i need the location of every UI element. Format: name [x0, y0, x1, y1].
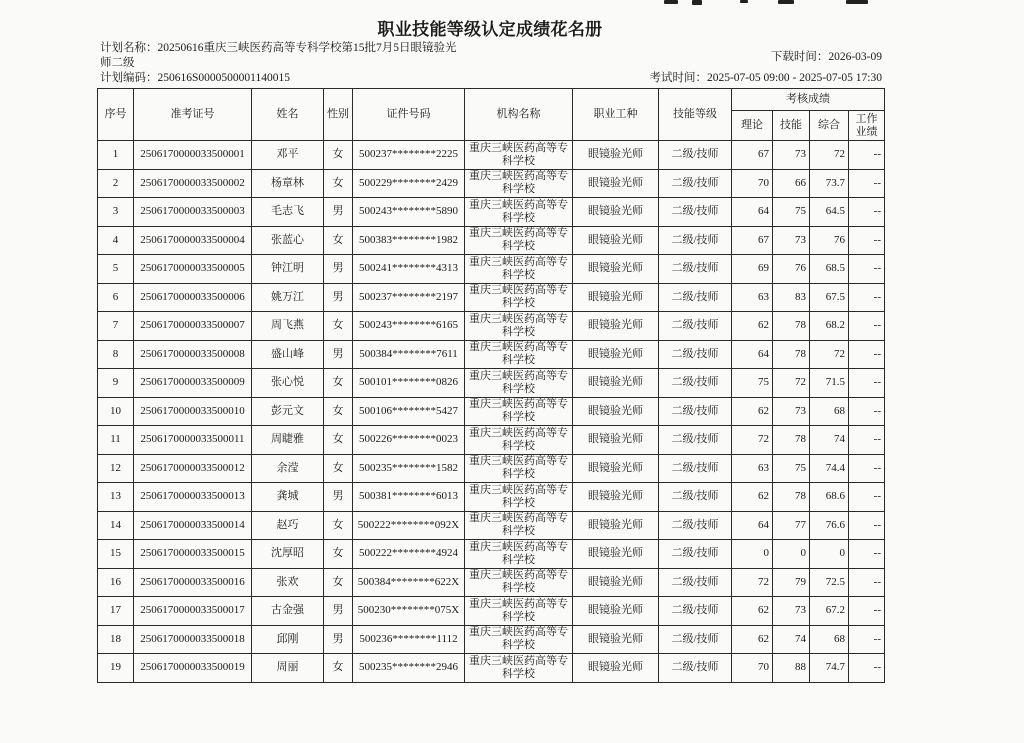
cell-id-no: 500381********6013	[353, 483, 465, 512]
cell-theory: 72	[732, 426, 773, 455]
cell-job: 眼镜验光师	[573, 426, 659, 455]
plan-code: 计划编码：250616S0000500001140015	[100, 72, 290, 84]
cell-composite: 72	[810, 340, 849, 369]
cell-level: 二级/技师	[659, 511, 732, 540]
cell-skill: 78	[773, 340, 810, 369]
cell-skill: 73	[773, 397, 810, 426]
cell-skill: 78	[773, 312, 810, 341]
cell-theory: 63	[732, 454, 773, 483]
cell-skill: 0	[773, 540, 810, 569]
header-level: 技能等级	[659, 89, 732, 141]
cell-org: 重庆三峡医药高等专科学校	[465, 141, 573, 170]
table-row	[98, 625, 885, 654]
cell-level: 二级/技师	[659, 340, 732, 369]
cell-composite: 74.4	[810, 454, 849, 483]
cell-work: --	[849, 654, 885, 683]
cell-composite: 68	[810, 625, 849, 654]
cell-composite: 72	[810, 141, 849, 170]
cell-level: 二级/技师	[659, 369, 732, 398]
cell-work: --	[849, 226, 885, 255]
cell-theory: 72	[732, 568, 773, 597]
table-row	[98, 597, 885, 626]
cell-seq: 9	[98, 369, 134, 398]
cell-work: --	[849, 625, 885, 654]
cell-composite: 74	[810, 426, 849, 455]
cell-org: 重庆三峡医药高等专科学校	[465, 426, 573, 455]
plan-name: 计划名称：20250616重庆三峡医药高等专科学校第15批7月5日眼镜验光	[100, 42, 457, 54]
scan-mark	[692, 0, 702, 5]
cell-gender: 女	[324, 426, 353, 455]
cell-id-no: 500236********1112	[353, 625, 465, 654]
table-row	[98, 141, 885, 170]
cell-id-no: 500384********7611	[353, 340, 465, 369]
cell-name: 邓平	[252, 141, 324, 170]
cell-seq: 5	[98, 255, 134, 284]
cell-skill: 75	[773, 198, 810, 227]
cell-composite: 67.2	[810, 597, 849, 626]
header-skill: 技能	[773, 111, 810, 141]
cell-job: 眼镜验光师	[573, 169, 659, 198]
cell-gender: 女	[324, 141, 353, 170]
cell-seq: 8	[98, 340, 134, 369]
cell-work: --	[849, 312, 885, 341]
cell-job: 眼镜验光师	[573, 511, 659, 540]
cell-skill: 73	[773, 597, 810, 626]
cell-org: 重庆三峡医药高等专科学校	[465, 654, 573, 683]
cell-name: 张蓝心	[252, 226, 324, 255]
cell-skill: 72	[773, 369, 810, 398]
cell-org: 重庆三峡医药高等专科学校	[465, 255, 573, 284]
cell-exam-no: 2506170000033500004	[134, 226, 252, 255]
cell-work: --	[849, 568, 885, 597]
cell-exam-no: 2506170000033500014	[134, 511, 252, 540]
cell-seq: 12	[98, 454, 134, 483]
header-scores: 考核成绩	[732, 89, 885, 111]
cell-gender: 男	[324, 255, 353, 284]
cell-gender: 男	[324, 625, 353, 654]
cell-skill: 76	[773, 255, 810, 284]
cell-seq: 15	[98, 540, 134, 569]
cell-work: --	[849, 454, 885, 483]
scan-mark	[740, 0, 748, 3]
cell-work: --	[849, 255, 885, 284]
cell-org: 重庆三峡医药高等专科学校	[465, 340, 573, 369]
cell-org: 重庆三峡医药高等专科学校	[465, 454, 573, 483]
cell-id-no: 500384********622X	[353, 568, 465, 597]
header-seq: 序号	[98, 89, 134, 141]
cell-theory: 62	[732, 625, 773, 654]
cell-job: 眼镜验光师	[573, 625, 659, 654]
cell-theory: 67	[732, 141, 773, 170]
cell-name: 毛志飞	[252, 198, 324, 227]
table-row	[98, 397, 885, 426]
cell-theory: 63	[732, 283, 773, 312]
table-row	[98, 226, 885, 255]
cell-theory: 75	[732, 369, 773, 398]
cell-name: 沈厚昭	[252, 540, 324, 569]
cell-level: 二级/技师	[659, 426, 732, 455]
cell-level: 二级/技师	[659, 454, 732, 483]
cell-org: 重庆三峡医药高等专科学校	[465, 226, 573, 255]
cell-org: 重庆三峡医药高等专科学校	[465, 511, 573, 540]
table-row	[98, 483, 885, 512]
cell-gender: 男	[324, 597, 353, 626]
cell-level: 二级/技师	[659, 255, 732, 284]
cell-job: 眼镜验光师	[573, 141, 659, 170]
cell-id-no: 500106********5427	[353, 397, 465, 426]
cell-level: 二级/技师	[659, 568, 732, 597]
cell-composite: 71.5	[810, 369, 849, 398]
table-row	[98, 426, 885, 455]
cell-name: 赵巧	[252, 511, 324, 540]
cell-org: 重庆三峡医药高等专科学校	[465, 483, 573, 512]
cell-name: 张心悦	[252, 369, 324, 398]
cell-work: --	[849, 426, 885, 455]
cell-seq: 1	[98, 141, 134, 170]
cell-org: 重庆三峡医药高等专科学校	[465, 198, 573, 227]
cell-skill: 73	[773, 226, 810, 255]
cell-level: 二级/技师	[659, 597, 732, 626]
header-theory: 理论	[732, 111, 773, 141]
cell-work: --	[849, 369, 885, 398]
cell-theory: 62	[732, 483, 773, 512]
cell-skill: 88	[773, 654, 810, 683]
cell-job: 眼镜验光师	[573, 654, 659, 683]
cell-gender: 女	[324, 226, 353, 255]
cell-work: --	[849, 540, 885, 569]
cell-composite: 68.6	[810, 483, 849, 512]
cell-job: 眼镜验光师	[573, 226, 659, 255]
cell-job: 眼镜验光师	[573, 483, 659, 512]
cell-gender: 男	[324, 340, 353, 369]
cell-seq: 13	[98, 483, 134, 512]
score-roster-table	[97, 88, 885, 683]
cell-id-no: 500226********0023	[353, 426, 465, 455]
cell-theory: 64	[732, 511, 773, 540]
plan-name-continued: 师二级	[100, 57, 135, 69]
cell-level: 二级/技师	[659, 169, 732, 198]
cell-name: 彭元文	[252, 397, 324, 426]
cell-id-no: 500235********1582	[353, 454, 465, 483]
cell-seq: 10	[98, 397, 134, 426]
cell-work: --	[849, 511, 885, 540]
cell-composite: 68	[810, 397, 849, 426]
cell-job: 眼镜验光师	[573, 198, 659, 227]
cell-seq: 11	[98, 426, 134, 455]
cell-gender: 女	[324, 511, 353, 540]
cell-theory: 62	[732, 597, 773, 626]
cell-seq: 18	[98, 625, 134, 654]
table-row	[98, 568, 885, 597]
cell-exam-no: 2506170000033500019	[134, 654, 252, 683]
cell-work: --	[849, 283, 885, 312]
cell-seq: 14	[98, 511, 134, 540]
cell-org: 重庆三峡医药高等专科学校	[465, 283, 573, 312]
table-row	[98, 511, 885, 540]
cell-theory: 64	[732, 198, 773, 227]
cell-theory: 62	[732, 312, 773, 341]
cell-skill: 83	[773, 283, 810, 312]
cell-level: 二级/技师	[659, 397, 732, 426]
cell-exam-no: 2506170000033500015	[134, 540, 252, 569]
cell-job: 眼镜验光师	[573, 568, 659, 597]
table-row	[98, 340, 885, 369]
cell-name: 龚城	[252, 483, 324, 512]
header-exam-no: 准考证号	[134, 89, 252, 141]
cell-job: 眼镜验光师	[573, 397, 659, 426]
cell-job: 眼镜验光师	[573, 597, 659, 626]
cell-org: 重庆三峡医药高等专科学校	[465, 312, 573, 341]
cell-skill: 75	[773, 454, 810, 483]
header-gender: 性别	[324, 89, 353, 141]
cell-composite: 73.7	[810, 169, 849, 198]
table-row	[98, 283, 885, 312]
cell-level: 二级/技师	[659, 283, 732, 312]
cell-gender: 女	[324, 312, 353, 341]
cell-job: 眼镜验光师	[573, 283, 659, 312]
cell-work: --	[849, 483, 885, 512]
header-composite: 综合	[810, 111, 849, 141]
cell-job: 眼镜验光师	[573, 454, 659, 483]
header-row	[98, 89, 885, 111]
cell-composite: 76.6	[810, 511, 849, 540]
cell-job: 眼镜验光师	[573, 255, 659, 284]
cell-gender: 男	[324, 483, 353, 512]
cell-work: --	[849, 169, 885, 198]
cell-work: --	[849, 340, 885, 369]
cell-id-no: 500222********092X	[353, 511, 465, 540]
header-name: 姓名	[252, 89, 324, 141]
cell-skill: 78	[773, 483, 810, 512]
cell-theory: 62	[732, 397, 773, 426]
cell-exam-no: 2506170000033500003	[134, 198, 252, 227]
table-row	[98, 540, 885, 569]
cell-gender: 男	[324, 198, 353, 227]
cell-gender: 女	[324, 540, 353, 569]
cell-job: 眼镜验光师	[573, 369, 659, 398]
cell-composite: 67.5	[810, 283, 849, 312]
cell-seq: 6	[98, 283, 134, 312]
cell-id-no: 500243********5890	[353, 198, 465, 227]
cell-gender: 女	[324, 654, 353, 683]
cell-exam-no: 2506170000033500007	[134, 312, 252, 341]
cell-id-no: 500222********4924	[353, 540, 465, 569]
cell-exam-no: 2506170000033500006	[134, 283, 252, 312]
cell-exam-no: 2506170000033500018	[134, 625, 252, 654]
cell-id-no: 500241********4313	[353, 255, 465, 284]
cell-name: 余滢	[252, 454, 324, 483]
table-row	[98, 454, 885, 483]
cell-id-no: 500235********2946	[353, 654, 465, 683]
cell-level: 二级/技师	[659, 483, 732, 512]
cell-theory: 70	[732, 654, 773, 683]
cell-seq: 3	[98, 198, 134, 227]
cell-composite: 68.2	[810, 312, 849, 341]
cell-theory: 64	[732, 340, 773, 369]
cell-composite: 72.5	[810, 568, 849, 597]
header-org: 机构名称	[465, 89, 573, 141]
scan-mark	[778, 0, 794, 4]
cell-skill: 74	[773, 625, 810, 654]
cell-gender: 女	[324, 369, 353, 398]
cell-seq: 16	[98, 568, 134, 597]
cell-gender: 女	[324, 454, 353, 483]
cell-level: 二级/技师	[659, 226, 732, 255]
table-row	[98, 369, 885, 398]
cell-gender: 男	[324, 283, 353, 312]
cell-seq: 2	[98, 169, 134, 198]
table-row	[98, 654, 885, 683]
cell-theory: 0	[732, 540, 773, 569]
cell-composite: 76	[810, 226, 849, 255]
cell-id-no: 500229********2429	[353, 169, 465, 198]
cell-id-no: 500101********0826	[353, 369, 465, 398]
cell-work: --	[849, 397, 885, 426]
cell-name: 张欢	[252, 568, 324, 597]
cell-gender: 女	[324, 568, 353, 597]
header-job: 职业工种	[573, 89, 659, 141]
cell-skill: 79	[773, 568, 810, 597]
cell-id-no: 500237********2197	[353, 283, 465, 312]
scan-mark	[664, 0, 678, 4]
cell-skill: 78	[773, 426, 810, 455]
header-id-no: 证件号码	[353, 89, 465, 141]
cell-id-no: 500237********2225	[353, 141, 465, 170]
cell-name: 周睫雅	[252, 426, 324, 455]
cell-exam-no: 2506170000033500016	[134, 568, 252, 597]
cell-job: 眼镜验光师	[573, 540, 659, 569]
cell-work: --	[849, 597, 885, 626]
cell-exam-no: 2506170000033500011	[134, 426, 252, 455]
cell-org: 重庆三峡医药高等专科学校	[465, 568, 573, 597]
cell-org: 重庆三峡医药高等专科学校	[465, 397, 573, 426]
cell-org: 重庆三峡医药高等专科学校	[465, 169, 573, 198]
cell-job: 眼镜验光师	[573, 340, 659, 369]
cell-name: 周飞燕	[252, 312, 324, 341]
cell-seq: 7	[98, 312, 134, 341]
cell-name: 盛山峰	[252, 340, 324, 369]
cell-exam-no: 2506170000033500013	[134, 483, 252, 512]
cell-id-no: 500383********1982	[353, 226, 465, 255]
document-title: 职业技能等级认定成绩花名册	[377, 20, 603, 39]
header-work: 工作业绩	[849, 111, 885, 141]
cell-exam-no: 2506170000033500010	[134, 397, 252, 426]
cell-composite: 74.7	[810, 654, 849, 683]
cell-id-no: 500243********6165	[353, 312, 465, 341]
roster-body	[98, 141, 885, 683]
cell-theory: 69	[732, 255, 773, 284]
cell-exam-no: 2506170000033500002	[134, 169, 252, 198]
cell-theory: 70	[732, 169, 773, 198]
download-time: 下载时间：2026-03-09	[770, 51, 882, 63]
cell-composite: 0	[810, 540, 849, 569]
cell-name: 姚万江	[252, 283, 324, 312]
cell-exam-no: 2506170000033500001	[134, 141, 252, 170]
scan-mark	[846, 0, 868, 4]
cell-skill: 73	[773, 141, 810, 170]
cell-org: 重庆三峡医药高等专科学校	[465, 625, 573, 654]
cell-level: 二级/技师	[659, 625, 732, 654]
cell-composite: 68.5	[810, 255, 849, 284]
cell-theory: 67	[732, 226, 773, 255]
cell-org: 重庆三峡医药高等专科学校	[465, 540, 573, 569]
cell-org: 重庆三峡医药高等专科学校	[465, 597, 573, 626]
table-row	[98, 169, 885, 198]
cell-level: 二级/技师	[659, 141, 732, 170]
cell-seq: 19	[98, 654, 134, 683]
cell-level: 二级/技师	[659, 654, 732, 683]
cell-name: 邱刚	[252, 625, 324, 654]
cell-name: 杨章林	[252, 169, 324, 198]
cell-work: --	[849, 198, 885, 227]
cell-composite: 64.5	[810, 198, 849, 227]
cell-exam-no: 2506170000033500005	[134, 255, 252, 284]
table-row	[98, 312, 885, 341]
cell-gender: 女	[324, 169, 353, 198]
cell-exam-no: 2506170000033500009	[134, 369, 252, 398]
cell-name: 钟江明	[252, 255, 324, 284]
cell-exam-no: 2506170000033500012	[134, 454, 252, 483]
cell-seq: 4	[98, 226, 134, 255]
exam-time: 考试时间：2025-07-05 09:00 - 2025-07-05 17:30	[649, 72, 882, 84]
cell-skill: 77	[773, 511, 810, 540]
cell-name: 周丽	[252, 654, 324, 683]
cell-id-no: 500230********075X	[353, 597, 465, 626]
cell-level: 二级/技师	[659, 198, 732, 227]
cell-job: 眼镜验光师	[573, 312, 659, 341]
table-row	[98, 255, 885, 284]
cell-name: 古金强	[252, 597, 324, 626]
cell-exam-no: 2506170000033500017	[134, 597, 252, 626]
cell-level: 二级/技师	[659, 312, 732, 341]
cell-skill: 66	[773, 169, 810, 198]
cell-level: 二级/技师	[659, 540, 732, 569]
table-row	[98, 198, 885, 227]
cell-exam-no: 2506170000033500008	[134, 340, 252, 369]
cell-seq: 17	[98, 597, 134, 626]
cell-gender: 女	[324, 397, 353, 426]
cell-work: --	[849, 141, 885, 170]
cell-org: 重庆三峡医药高等专科学校	[465, 369, 573, 398]
